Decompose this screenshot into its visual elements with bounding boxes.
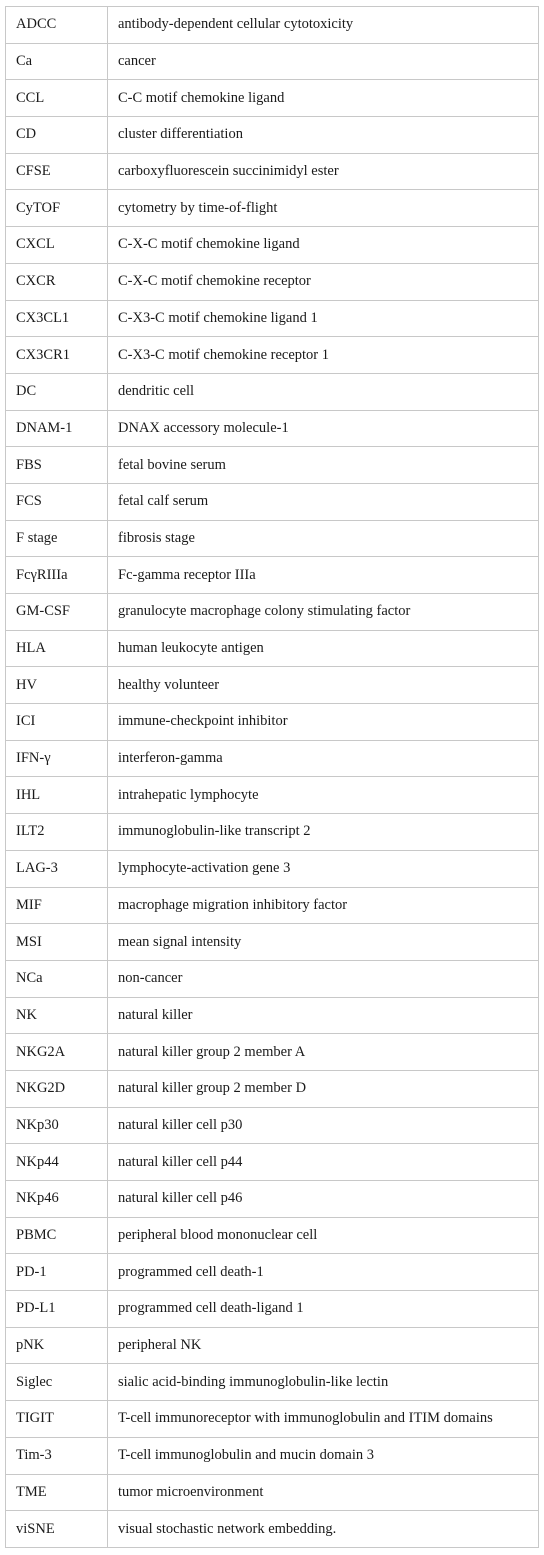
definition-cell: macrophage migration inhibitory factor (108, 887, 539, 924)
table-row (6, 960, 539, 997)
table-row (6, 227, 539, 264)
abbreviations-table-body (6, 7, 539, 1548)
table-row (6, 410, 539, 447)
abbreviation-cell: MIF (6, 887, 108, 924)
abbreviation-cell: CX3CR1 (6, 337, 108, 374)
definition-cell: fibrosis stage (108, 520, 539, 557)
table-row (6, 153, 539, 190)
table-row (6, 1254, 539, 1291)
table-row (6, 1437, 539, 1474)
table-row (6, 43, 539, 80)
abbreviation-cell: NKp44 (6, 1144, 108, 1181)
abbreviation-cell: CXCR (6, 263, 108, 300)
abbreviation-cell: PBMC (6, 1217, 108, 1254)
abbreviation-cell: CX3CL1 (6, 300, 108, 337)
definition-cell: peripheral blood mononuclear cell (108, 1217, 539, 1254)
definition-cell: C-X3-C motif chemokine ligand 1 (108, 300, 539, 337)
definition-cell: C-X-C motif chemokine receptor (108, 263, 539, 300)
definition-cell: T-cell immunoreceptor with immunoglobulin and ITIM domains (108, 1401, 539, 1438)
table-row (6, 1327, 539, 1364)
table-row (6, 1034, 539, 1071)
definition-cell: fetal calf serum (108, 483, 539, 520)
abbreviation-cell: NKG2D (6, 1070, 108, 1107)
abbreviation-cell: NKG2A (6, 1034, 108, 1071)
abbreviation-cell: MSI (6, 924, 108, 961)
abbreviation-cell: IFN-γ (6, 740, 108, 777)
definition-cell: visual stochastic network embedding. (108, 1511, 539, 1548)
abbreviation-cell: F stage (6, 520, 108, 557)
abbreviation-cell: ICI (6, 704, 108, 741)
table-row (6, 1217, 539, 1254)
abbreviation-cell: CD (6, 117, 108, 154)
definition-cell: healthy volunteer (108, 667, 539, 704)
table-row (6, 1181, 539, 1218)
table-row (6, 263, 539, 300)
abbreviation-cell: CCL (6, 80, 108, 117)
abbreviation-cell: TME (6, 1474, 108, 1511)
table-row (6, 483, 539, 520)
table-row (6, 850, 539, 887)
abbreviation-cell: NK (6, 997, 108, 1034)
table-row (6, 337, 539, 374)
definition-cell: carboxyfluorescein succinimidyl ester (108, 153, 539, 190)
abbreviation-cell: HV (6, 667, 108, 704)
abbreviation-cell: PD-1 (6, 1254, 108, 1291)
abbreviation-cell: FCS (6, 483, 108, 520)
table-row (6, 1144, 539, 1181)
abbreviation-cell: NKp46 (6, 1181, 108, 1218)
table-row (6, 557, 539, 594)
definition-cell: tumor microenvironment (108, 1474, 539, 1511)
table-row (6, 704, 539, 741)
definition-cell: cluster differentiation (108, 117, 539, 154)
table-row (6, 447, 539, 484)
definition-cell: DNAX accessory molecule-1 (108, 410, 539, 447)
definition-cell: Fc-gamma receptor IIIa (108, 557, 539, 594)
definition-cell: fetal bovine serum (108, 447, 539, 484)
table-row (6, 630, 539, 667)
definition-cell: human leukocyte antigen (108, 630, 539, 667)
definition-cell: natural killer cell p30 (108, 1107, 539, 1144)
abbreviation-cell: ILT2 (6, 814, 108, 851)
table-row (6, 190, 539, 227)
definition-cell: immunoglobulin-like transcript 2 (108, 814, 539, 851)
definition-cell: granulocyte macrophage colony stimulating factor (108, 594, 539, 631)
abbreviation-cell: DNAM-1 (6, 410, 108, 447)
abbreviation-cell: HLA (6, 630, 108, 667)
abbreviations-table (5, 6, 539, 1548)
definition-cell: programmed cell death-ligand 1 (108, 1291, 539, 1328)
definition-cell: natural killer group 2 member D (108, 1070, 539, 1107)
definition-cell: cytometry by time-of-flight (108, 190, 539, 227)
abbreviation-cell: DC (6, 373, 108, 410)
abbreviation-cell: ADCC (6, 7, 108, 44)
table-row (6, 777, 539, 814)
table-row (6, 1401, 539, 1438)
definition-cell: programmed cell death-1 (108, 1254, 539, 1291)
table-row (6, 1070, 539, 1107)
definition-cell: peripheral NK (108, 1327, 539, 1364)
abbreviation-cell: viSNE (6, 1511, 108, 1548)
abbreviation-cell: CFSE (6, 153, 108, 190)
definition-cell: intrahepatic lymphocyte (108, 777, 539, 814)
abbreviation-cell: Ca (6, 43, 108, 80)
table-row (6, 373, 539, 410)
table-row (6, 1511, 539, 1548)
abbreviation-cell: FBS (6, 447, 108, 484)
table-row (6, 594, 539, 631)
definition-cell: natural killer cell p44 (108, 1144, 539, 1181)
table-row (6, 520, 539, 557)
table-row (6, 1364, 539, 1401)
abbreviation-cell: GM-CSF (6, 594, 108, 631)
abbreviation-cell: FcγRIIIa (6, 557, 108, 594)
definition-cell: mean signal intensity (108, 924, 539, 961)
table-row (6, 300, 539, 337)
abbreviation-cell: NKp30 (6, 1107, 108, 1144)
definition-cell: natural killer (108, 997, 539, 1034)
definition-cell: cancer (108, 43, 539, 80)
table-row (6, 814, 539, 851)
definition-cell: dendritic cell (108, 373, 539, 410)
definition-cell: immune-checkpoint inhibitor (108, 704, 539, 741)
definition-cell: C-X-C motif chemokine ligand (108, 227, 539, 264)
table-row (6, 924, 539, 961)
abbreviation-cell: IHL (6, 777, 108, 814)
abbreviation-cell: Siglec (6, 1364, 108, 1401)
table-row (6, 80, 539, 117)
definition-cell: sialic acid-binding immunoglobulin-like lectin (108, 1364, 539, 1401)
definition-cell: interferon-gamma (108, 740, 539, 777)
definition-cell: lymphocyte-activation gene 3 (108, 850, 539, 887)
table-row (6, 1474, 539, 1511)
table-row (6, 887, 539, 924)
abbreviation-cell: TIGIT (6, 1401, 108, 1438)
abbreviation-cell: LAG-3 (6, 850, 108, 887)
table-row (6, 667, 539, 704)
definition-cell: natural killer cell p46 (108, 1181, 539, 1218)
abbreviation-cell: PD-L1 (6, 1291, 108, 1328)
definition-cell: non-cancer (108, 960, 539, 997)
definition-cell: T-cell immunoglobulin and mucin domain 3 (108, 1437, 539, 1474)
abbreviation-cell: CyTOF (6, 190, 108, 227)
definition-cell: C-C motif chemokine ligand (108, 80, 539, 117)
abbreviation-cell: Tim-3 (6, 1437, 108, 1474)
abbreviation-cell: CXCL (6, 227, 108, 264)
definition-cell: antibody-dependent cellular cytotoxicity (108, 7, 539, 44)
table-row (6, 1107, 539, 1144)
definition-cell: C-X3-C motif chemokine receptor 1 (108, 337, 539, 374)
table-row (6, 1291, 539, 1328)
table-row (6, 997, 539, 1034)
table-row (6, 7, 539, 44)
definition-cell: natural killer group 2 member A (108, 1034, 539, 1071)
table-row (6, 117, 539, 154)
abbreviation-cell: NCa (6, 960, 108, 997)
abbreviation-cell: pNK (6, 1327, 108, 1364)
table-row (6, 740, 539, 777)
